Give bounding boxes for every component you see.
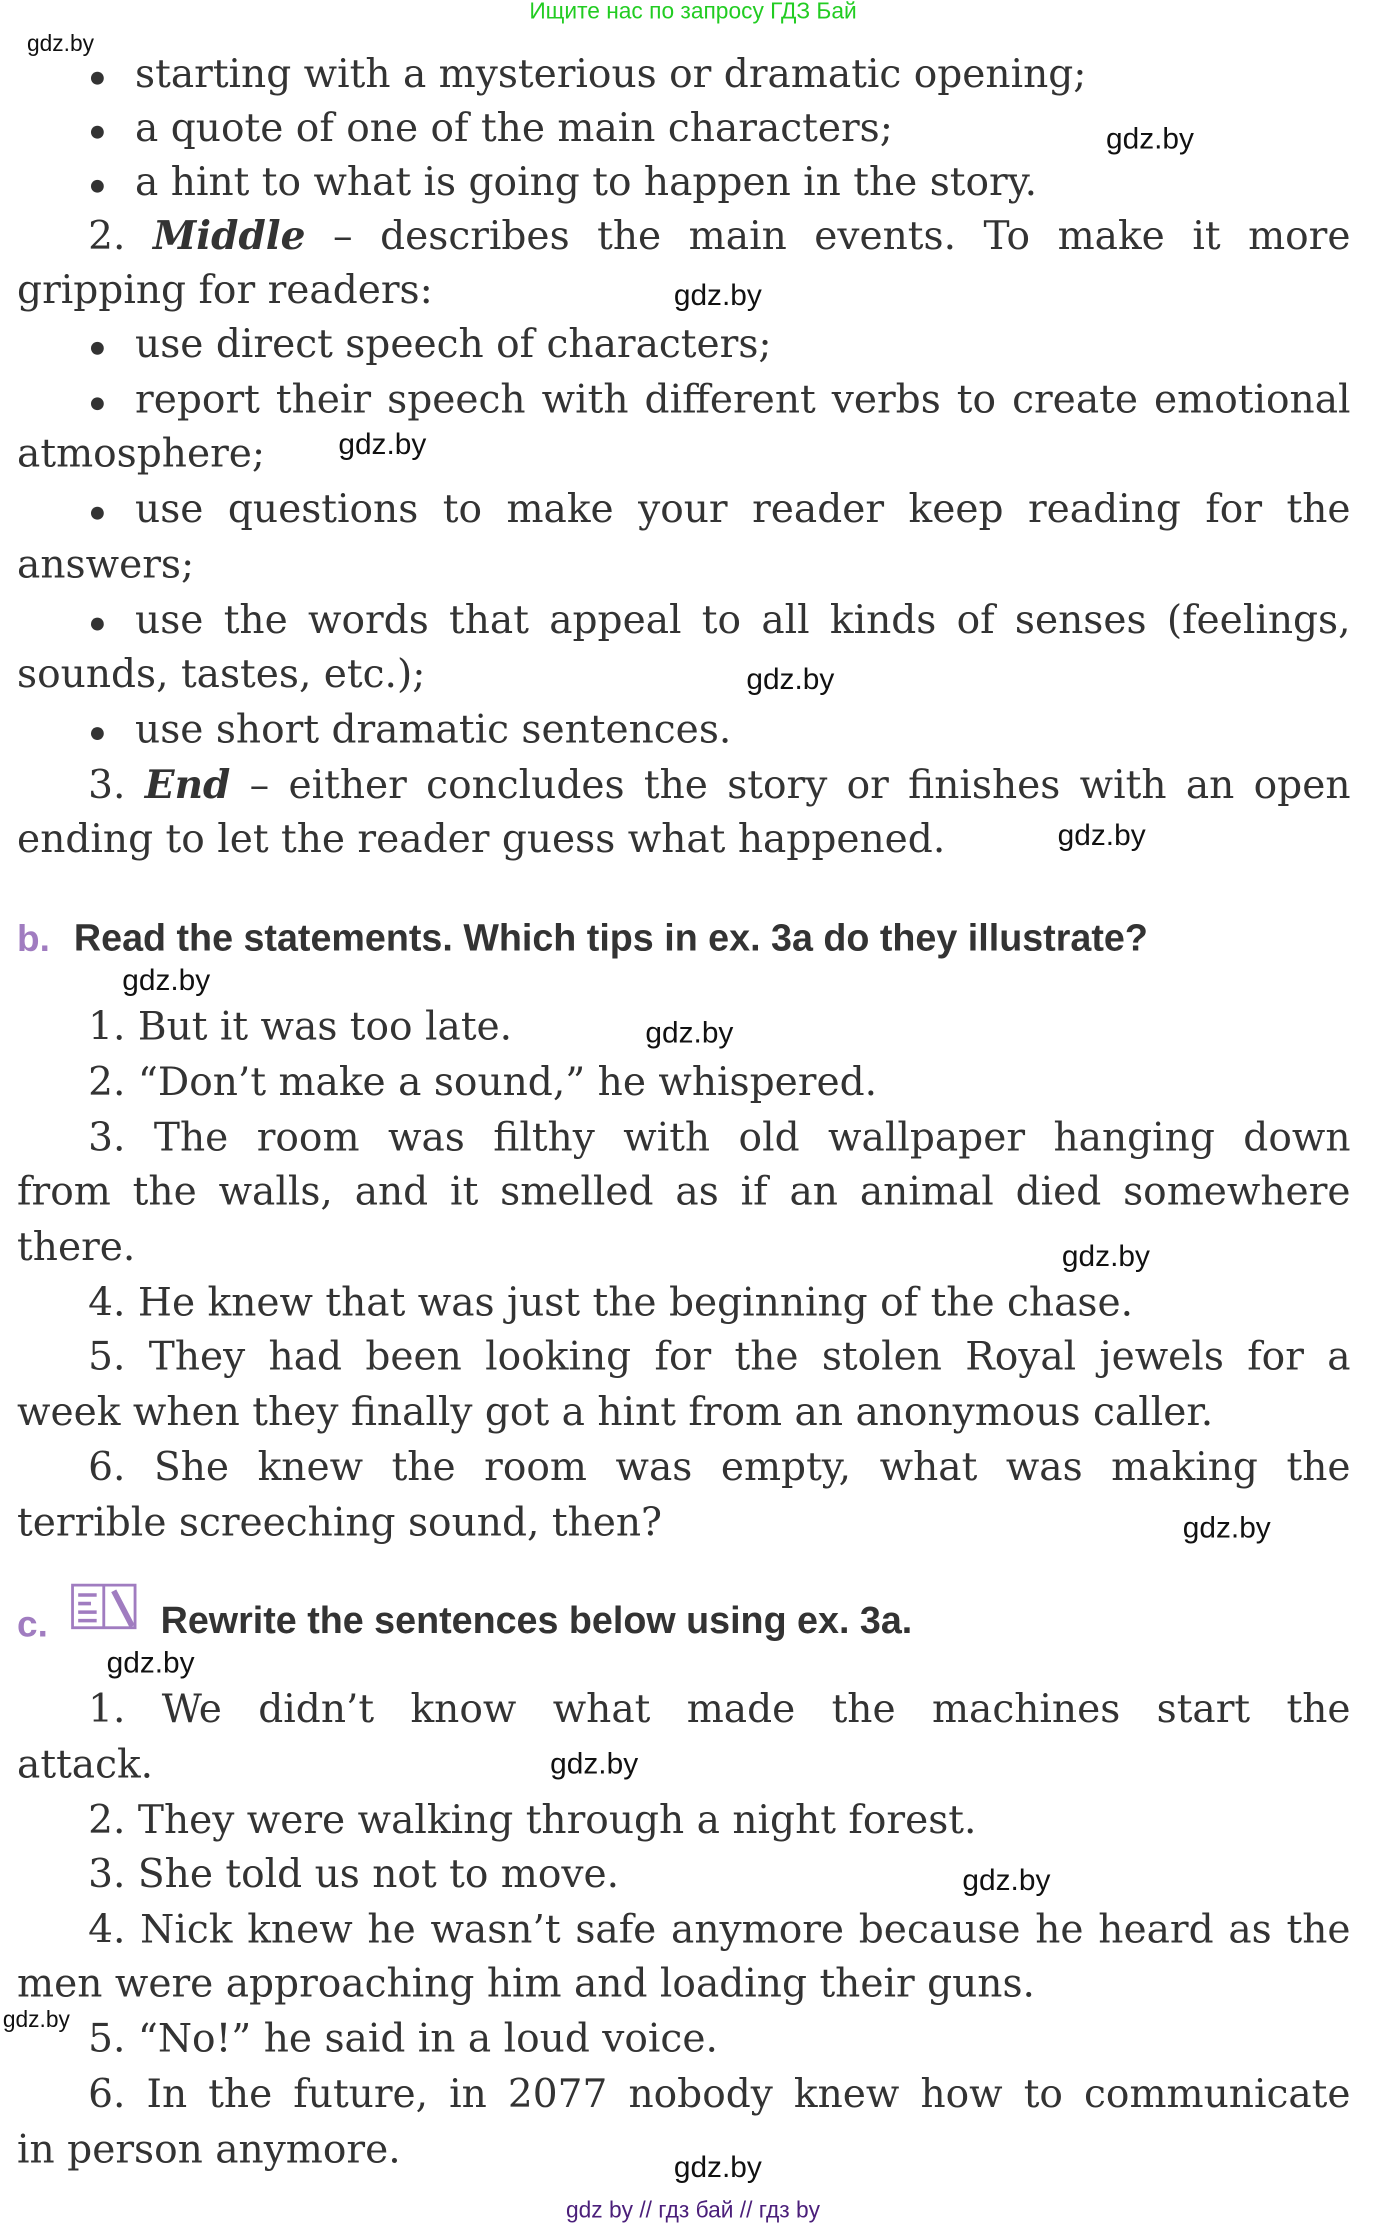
paragraph-line: week when they finally got a hint from an anonymous caller. bbox=[17, 1389, 1214, 1435]
term-end: End bbox=[144, 762, 231, 808]
bullet bbox=[91, 507, 104, 520]
paragraph-line: sounds, tastes, etc.); bbox=[17, 651, 426, 697]
list-item: 6. In the future, in 2077 nobody knew how to communicate bbox=[88, 2071, 1351, 2118]
bullet bbox=[91, 342, 104, 355]
list-item: 6. She knew the room was empty, what was making the bbox=[88, 1444, 1351, 1491]
bullet bbox=[91, 618, 104, 631]
paragraph-line: gripping for readers: bbox=[17, 267, 433, 314]
list-item: a hint to what is going to happen in the story. bbox=[135, 159, 1038, 206]
watermark: gdz.by bbox=[645, 1017, 734, 1050]
watermark: gdz.by bbox=[1057, 819, 1146, 853]
list-item: 5. “No!” he said in a loud voice. bbox=[88, 2016, 718, 2062]
bullet bbox=[91, 180, 104, 193]
watermark: gdz.by bbox=[746, 663, 835, 696]
list-item: a quote of one of the main characters; bbox=[135, 105, 893, 152]
exercise-instruction: Rewrite the sentences below using ex. 3a. bbox=[160, 1598, 913, 1642]
header-banner[interactable]: Ищите нас по запросу ГДЗ Бай bbox=[529, 0, 857, 25]
item-number: 3. bbox=[88, 762, 126, 808]
list-item: 5. They had been looking for the stolen Royal jewels for a bbox=[88, 1333, 1351, 1380]
bullet bbox=[91, 727, 104, 740]
paragraph-line: in person anymore. bbox=[17, 2127, 401, 2173]
list-item: 1. We didn’t know what made the machines start the bbox=[88, 1686, 1351, 1732]
list-item: 2. They were walking through a night forest. bbox=[88, 1797, 977, 1843]
exercise-letter-b: b. bbox=[17, 916, 50, 960]
exercise-letter-c: c. bbox=[17, 1602, 48, 1645]
watermark: gdz.by bbox=[550, 1747, 639, 1781]
notebook-pencil-icon bbox=[71, 1584, 139, 1632]
watermark: gdz.by bbox=[1061, 1240, 1150, 1274]
watermark: gdz.by bbox=[27, 32, 95, 57]
paragraph-line: men were approaching him and loading their guns. bbox=[17, 1960, 1035, 2007]
watermark: gdz.by bbox=[962, 1864, 1051, 1898]
list-item: 4. He knew that was just the beginning of the chase. bbox=[88, 1279, 1134, 1326]
watermark: gdz.by bbox=[673, 279, 762, 313]
paragraph-line: ending to let the reader guess what happened. bbox=[17, 816, 946, 862]
paragraph-line: answers; bbox=[17, 541, 195, 588]
list-item: use questions to make your reader keep reading for the bbox=[135, 486, 1351, 533]
paragraph-line: terrible screeching sound, then? bbox=[17, 1500, 662, 1546]
watermark: gdz.by bbox=[2, 2008, 70, 2033]
list-item: 2. “Don’t make a sound,” he whispered. bbox=[88, 1059, 878, 1105]
text: – describes the main events. To make it more bbox=[305, 213, 1351, 260]
watermark: gdz.by bbox=[338, 428, 427, 462]
watermark: gdz.by bbox=[122, 964, 211, 998]
bullet bbox=[91, 72, 104, 85]
watermark: gdz.by bbox=[673, 2151, 762, 2185]
list-item: 3. The room was filthy with old wallpaper hanging down bbox=[88, 1114, 1351, 1161]
bullet bbox=[91, 397, 104, 410]
paragraph-line: there. bbox=[17, 1224, 136, 1270]
footer-banner[interactable]: gdz by // гдз бай // гдз by bbox=[565, 2199, 821, 2224]
watermark: gdz.by bbox=[1106, 122, 1194, 156]
term-middle: Middle bbox=[152, 213, 306, 260]
list-item: 1. But it was too late. bbox=[88, 1004, 513, 1050]
list-item: starting with a mysterious or dramatic opening; bbox=[135, 51, 1087, 98]
paragraph-line: atmosphere; bbox=[17, 431, 266, 477]
bullet bbox=[91, 126, 104, 139]
list-item: report their speech with different verbs to create emotional bbox=[135, 377, 1351, 423]
paragraph-line bbox=[88, 213, 1351, 260]
list-item: use direct speech of characters; bbox=[135, 321, 772, 368]
list-item: 3. She told us not to move. bbox=[88, 1851, 620, 1897]
watermark: gdz.by bbox=[106, 1646, 195, 1680]
watermark: gdz.by bbox=[1182, 1511, 1271, 1545]
list-item: use the words that appeal to all kinds of senses (feelings, bbox=[135, 597, 1351, 643]
paragraph-line: attack. bbox=[17, 1741, 154, 1788]
paragraph-line bbox=[88, 762, 1351, 808]
list-item: 4. Nick knew he wasn’t safe anymore because he heard as the bbox=[88, 1906, 1351, 1953]
item-number: 2. bbox=[88, 213, 126, 260]
paragraph-line: from the walls, and it smelled as if an animal died somewhere bbox=[17, 1168, 1351, 1215]
exercise-instruction: Read the statements. Which tips in ex. 3a do they illustrate? bbox=[73, 916, 1148, 960]
list-item: use short dramatic sentences. bbox=[135, 706, 732, 753]
text: – either concludes the story or finishes with an open bbox=[230, 762, 1351, 808]
